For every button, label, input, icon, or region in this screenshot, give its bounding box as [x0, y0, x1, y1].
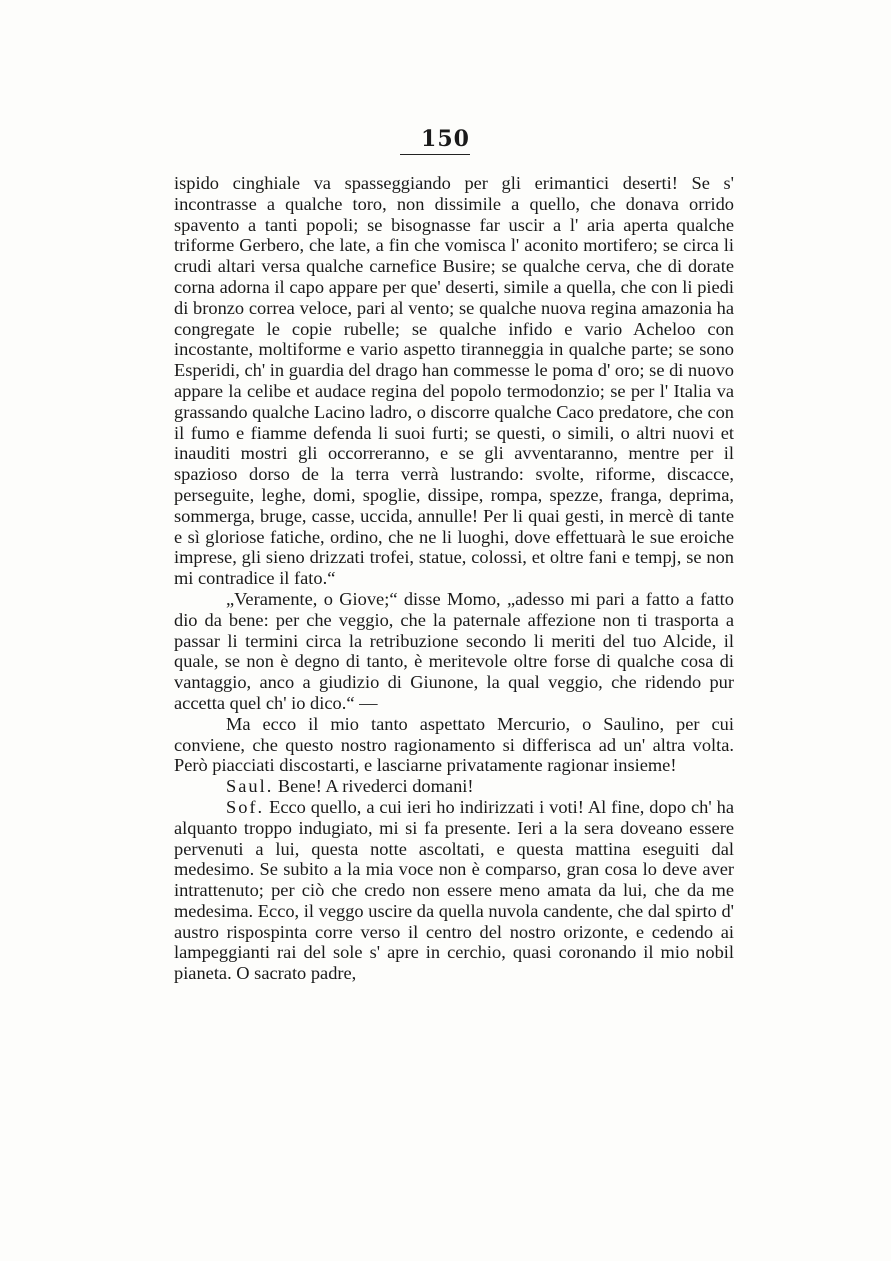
- dialogue-text: Ecco quello, a cui ieri ho indirizzati i voti! Al fine, dopo ch' ha alquanto troppo indugiato, mi si fa presente. Ieri a la sera doveano essere pervenuti a lui, questa notte ascoltati, e questa mattina eseguiti dal medesimo. Se subito a la mia voce non è comparso, gran cosa lo deve aver intrattenuto; per ciò che credo non essere meno amata da lui, che da me medesima. Ecco, il veggo uscire da quella nuvola candente, che dal spirto d' austro rispospinta corre verso il centro del nostro orizonte, e cedendo ai lampeggianti rai del sole s' apre in cerchio, quasi coronando il mio nobil pianeta. O sacrato padre,: [174, 796, 734, 984]
- dialogue-line-saulino: [174, 776, 734, 797]
- paragraph-jove-speech: ispido cinghiale va spasseggiando per gli erimantici deserti! Se s' incontrasse a qualche toro, non dissimile a quello, che donava orrido spavento a tanti popoli; se bisognasse far uscir a l' aria aperta qualche triforme Gerbero, che late, a fin che vomisca l' aconito mortifero; se circa li crudi altari versa qualche carnefice Busire; se qualche cerva, che di dorate corna adorna il capo appare per que' deserti, simile a quella, che con li piedi di bronzo correa veloce, pari al vento; se qualche nuova regina amazonia ha congregate le copie rubelle; se qualche infido e vario Acheloo con incostante, moltiforme e vario aspetto tiranneggia in qualche parte; se sono Esperidi, ch' in guardia del drago han commesse le poma d' oro; se di nuovo appare la celibe et audace regina del popolo termodonzio; se per l' Italia va grassando qualche Lacino ladro, o discorre qualche Caco predatore, che con il fumo e fiamme defenda li suoi furti; se questi, o simili, o altri nuovi et inauditi mostri gli occorreranno, e se gli avventaranno, mentre per il spazioso dorso de la terra verrà lustrando: svolte, riforme, discacce, perseguite, leghe, domi, spoglie, dissipe, rompa, spezze, franga, deprima, sommerga, bruge, casse, uccida, annulle! Per li quai gesti, in mercè di tante e sì gloriose fatiche, ordino, che ne li luoghi, dove effettuarà le sue eroiche imprese, gli sieno drizzati trofei, statue, colossi, et oltre fani e tempj, se non mi contradice il fato.“: [174, 173, 734, 589]
- speaker-name: Saul.: [226, 776, 274, 797]
- paragraph-momo-reply: „Veramente, o Giove;“ disse Momo, „adesso mi pari a fatto a fatto dio da bene: per che veggio, che la paternale affezione non ti trasporta a passar li termini circa la retribuzione secondo li meriti del tuo Alcide, il quale, se non è degno di tanto, è meritevole oltre forse di qualche cosa di vantaggio, anco a giudizio di Giunone, la qual veggio, che ridendo pur accetta quel ch' io dico.“ —: [174, 588, 734, 713]
- dialogue-line-sofia: [174, 797, 734, 984]
- body-text: [174, 173, 734, 984]
- speaker-name: Sof.: [226, 796, 265, 817]
- dialogue-text: Bene! A rivederci domani!: [277, 776, 474, 797]
- header-rule: [400, 154, 470, 155]
- paragraph-mercury-arrival: Ma ecco il mio tanto aspettato Mercurio, o Saulino, per cui conviene, che questo nostro ragionamento si differisca ad un' altra volta. Però piacciati discostarti, e lasciarne privatamente ragionar insieme!: [174, 713, 734, 776]
- page-number: 150: [421, 126, 470, 152]
